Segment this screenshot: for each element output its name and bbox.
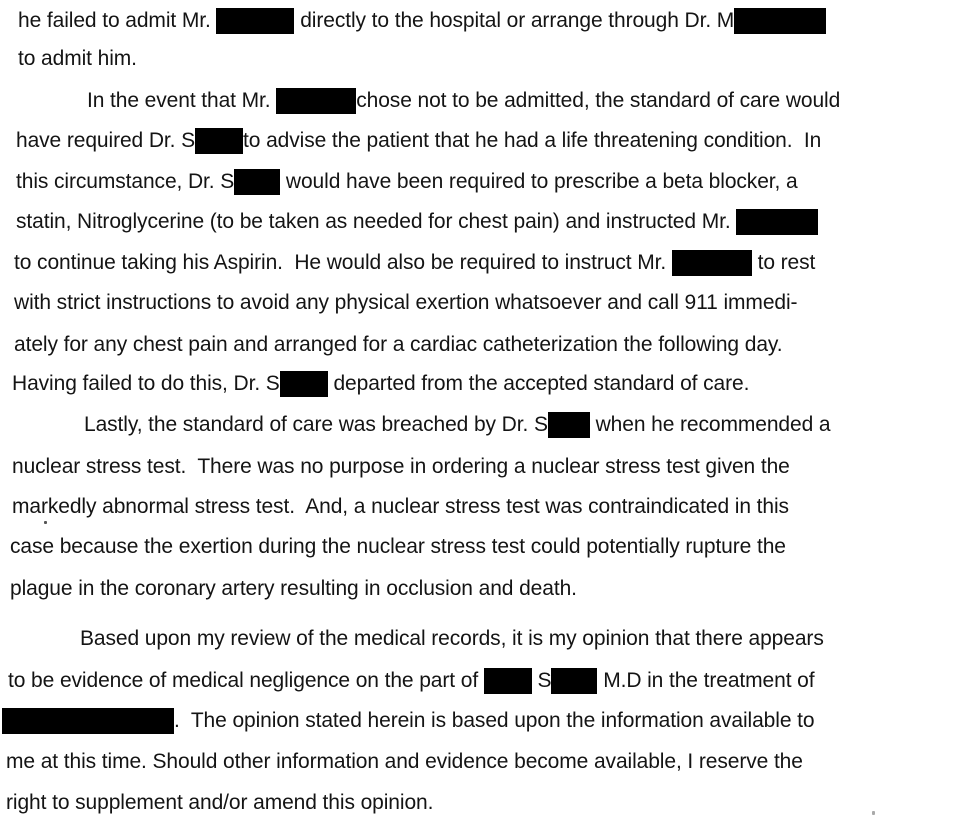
text-line [87, 88, 840, 114]
text-segment: directly to the hospital or arrange through Dr. M [294, 9, 735, 32]
text-line [80, 626, 824, 652]
text-segment: me at this time. Should other information and evidence become available, I reserve the [6, 750, 803, 773]
text-segment: . The opinion stated herein is based upon the information available to [174, 709, 815, 732]
text-line [12, 371, 749, 397]
text-segment: ately for any chest pain and arranged for a cardiac catheterization the following day. [14, 333, 783, 356]
scan-speck [872, 811, 875, 815]
text-line [12, 454, 790, 480]
text-segment: departed from the accepted standard of care. [327, 372, 750, 395]
text-segment: have required Dr. S [16, 129, 196, 152]
redaction-box [195, 128, 243, 154]
redaction-box [280, 371, 328, 397]
text-segment: to be evidence of medical negligence on the part of [8, 669, 484, 692]
text-segment: to advise the patient that he had a life threatening condition. In [243, 129, 822, 152]
text-segment: chose not to be admitted, the standard of care would [356, 89, 841, 112]
text-segment: Based upon my review of the medical records, it is my opinion that there appears [80, 627, 824, 650]
text-segment: In the event that Mr. [87, 89, 277, 112]
text-line [16, 209, 818, 235]
text-line [2, 708, 814, 734]
text-segment: this circumstance, Dr. S [16, 170, 235, 193]
text-line [8, 668, 814, 694]
text-segment: markedly abnormal stress test. And, a nuclear stress test was contraindicated in this [12, 495, 789, 518]
redaction-box [234, 169, 280, 195]
text-line [14, 290, 797, 316]
text-line [16, 169, 798, 195]
text-segment: case because the exertion during the nuclear stress test could potentially rupture the [10, 535, 786, 558]
redaction-box [672, 250, 752, 276]
redaction-box [216, 8, 294, 34]
text-line [6, 749, 803, 775]
text-segment: M.D in the treatment of [597, 669, 815, 692]
text-line [10, 576, 577, 602]
text-line [18, 8, 826, 34]
text-segment: when he recommended a [589, 413, 831, 436]
text-line [84, 412, 831, 438]
text-segment: Having failed to do this, Dr. S [12, 372, 280, 395]
redaction-box [736, 209, 818, 235]
text-segment: to continue taking his Aspirin. He would also be required to instruct Mr. [14, 251, 672, 274]
text-line [18, 46, 137, 72]
text-line [6, 790, 433, 816]
text-line [10, 534, 786, 560]
text-line [16, 128, 821, 154]
text-segment: nuclear stress test. There was no purpose in ordering a nuclear stress test given the [12, 455, 790, 478]
text-segment: to rest [751, 251, 816, 274]
text-segment: statin, Nitroglycerine (to be taken as needed for chest pain) and instructed Mr. [16, 210, 737, 233]
redaction-box [276, 88, 356, 114]
text-segment: Lastly, the standard of care was breached by Dr. S [84, 413, 548, 436]
scan-speck [44, 521, 47, 524]
redaction-box [2, 708, 174, 734]
text-line [14, 250, 815, 276]
text-segment: plague in the coronary artery resulting in occlusion and death. [10, 577, 577, 600]
text-segment: right to supplement and/or amend this opinion. [6, 791, 434, 814]
text-segment: to admit him. [18, 47, 137, 70]
text-segment: S [531, 669, 552, 692]
redaction-box [734, 8, 826, 34]
redaction-box [548, 412, 590, 438]
text-segment: he failed to admit Mr. [18, 9, 217, 32]
text-line [14, 332, 782, 358]
text-segment: would have been required to prescribe a beta blocker, a [280, 170, 798, 193]
text-line [12, 494, 789, 520]
redaction-box [484, 668, 532, 694]
redaction-box [551, 668, 597, 694]
text-segment: with strict instructions to avoid any physical exertion whatsoever and call 911 immedi- [14, 291, 798, 314]
